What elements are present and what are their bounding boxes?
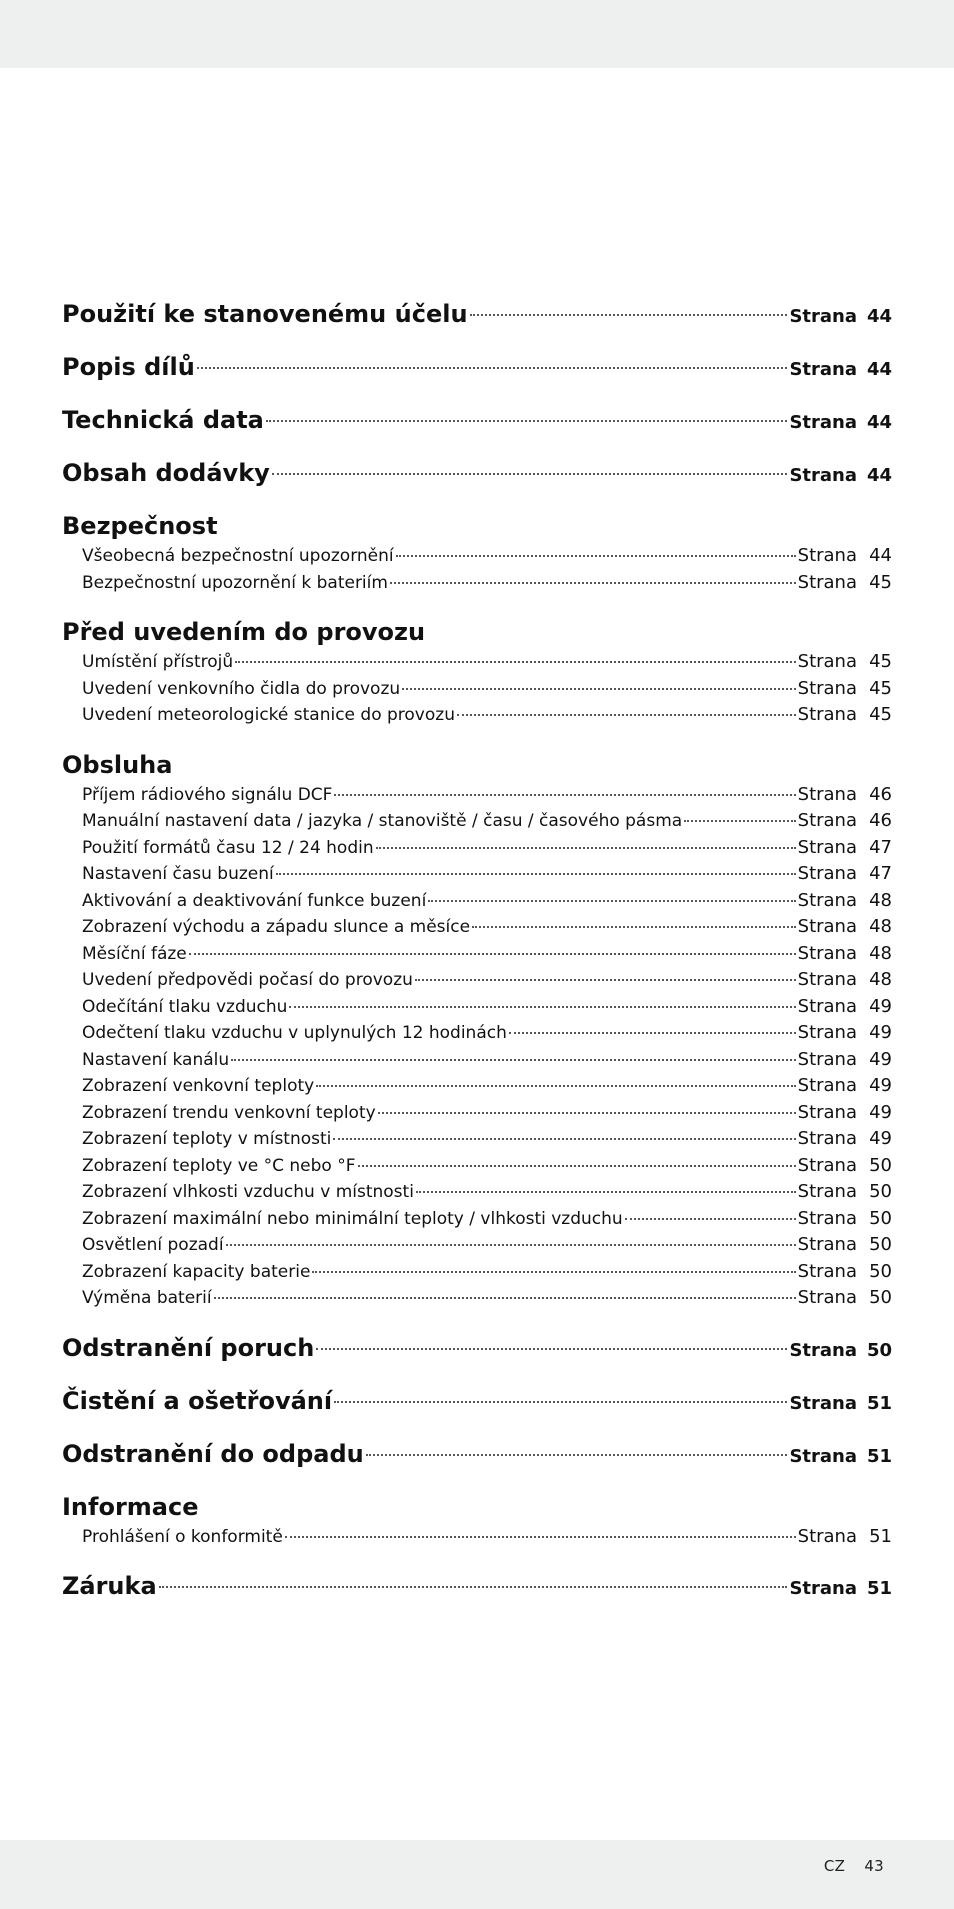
toc-sub-entry	[62, 863, 892, 890]
page-label: Strana	[797, 916, 857, 937]
toc-entry-title: Technická data	[62, 406, 264, 434]
toc-sub-entry	[62, 651, 892, 678]
spacer	[62, 1367, 892, 1387]
toc-entry-page	[798, 678, 892, 699]
spacer	[62, 731, 892, 751]
toc-entry-page	[798, 1022, 892, 1043]
toc-entry-page	[798, 1181, 892, 1202]
page-number: 45	[869, 677, 892, 699]
dot-leader	[415, 979, 796, 981]
page-number: 50	[869, 1260, 892, 1282]
dot-leader	[231, 1059, 795, 1061]
toc-entry-page	[789, 1340, 892, 1361]
dot-leader	[376, 847, 796, 849]
toc-entry-title: Uvedení venkovního čidla do provozu	[82, 678, 401, 699]
dot-leader	[197, 367, 788, 369]
page-label: Strana	[797, 1022, 857, 1043]
dot-leader	[266, 420, 788, 422]
page-label: Strana	[797, 810, 857, 831]
page-label: Strana	[797, 1075, 857, 1096]
page-number: 48	[869, 942, 892, 964]
toc-sub-entry	[62, 572, 892, 599]
page-number: 47	[869, 836, 892, 858]
toc-entry-page	[798, 1155, 892, 1176]
dot-leader	[312, 1271, 795, 1273]
dot-leader	[226, 1244, 796, 1246]
toc-sub-entry	[62, 996, 892, 1023]
toc-entry-title: Čistění a ošetřování	[62, 1386, 333, 1415]
page-label: Strana	[797, 995, 857, 1017]
dot-leader	[316, 1348, 787, 1350]
dot-leader	[684, 820, 795, 822]
toc-sub-entry	[62, 784, 892, 811]
toc-section-heading: Obsluha	[62, 750, 173, 779]
page-label: Strana	[797, 942, 857, 964]
toc-entry-page	[798, 1075, 892, 1096]
page-label: Strana	[797, 545, 857, 566]
toc-main-entry	[62, 1572, 892, 1605]
toc-entry-title: Osvětlení pozadí	[82, 1235, 224, 1255]
toc-entry-page	[789, 1393, 892, 1414]
toc-entry-title: Zobrazení teploty ve °C nebo °F	[82, 1155, 356, 1176]
toc-entry-page	[798, 837, 892, 858]
page-number: 51	[866, 1445, 892, 1467]
toc-sub-entry	[62, 704, 892, 731]
page-number: 44	[866, 306, 892, 327]
page-label: Strana	[789, 1578, 857, 1599]
dot-leader	[159, 1586, 788, 1588]
toc-main-entry	[62, 300, 892, 333]
dot-leader	[333, 1138, 795, 1140]
toc-entry-page	[789, 465, 892, 486]
page-label: Strana	[797, 571, 857, 593]
toc-section-heading: Informace	[62, 1492, 199, 1521]
toc-sub-entry	[62, 837, 892, 864]
page-number: 50	[869, 1287, 892, 1308]
dot-leader	[316, 1085, 795, 1087]
toc-sub-entry	[62, 810, 892, 837]
toc-entry-title: Popis dílů	[62, 353, 195, 381]
page-label: Strana	[797, 1525, 857, 1547]
page-number: 49	[869, 1022, 892, 1043]
toc-sub-entry	[62, 1049, 892, 1076]
toc-entry-title: Odstranění poruch	[62, 1333, 315, 1362]
page-number: 51	[866, 1392, 892, 1414]
page-number: 50	[869, 1154, 892, 1176]
toc-entry-page	[798, 1208, 892, 1229]
dot-leader	[390, 582, 796, 584]
dot-leader	[334, 1401, 787, 1403]
page-number: 50	[869, 1207, 892, 1229]
page-label: Strana	[797, 863, 857, 884]
toc-entry-title: Použití ke stanovenému účelu	[62, 300, 468, 328]
footer-page-number: 43	[864, 1857, 884, 1875]
footer-language: CZ	[823, 1857, 846, 1875]
toc-entry-title: Umístění přístrojů	[82, 652, 234, 672]
toc-sub-entry	[62, 1526, 892, 1553]
spacer	[62, 1473, 892, 1493]
page-number: 46	[869, 783, 892, 805]
page-number: 46	[869, 810, 892, 831]
toc-entry-page	[798, 1234, 892, 1255]
footer-band	[0, 1840, 954, 1909]
page-label: Strana	[797, 1234, 857, 1255]
toc-entry-title: Příjem rádiového signálu DCF	[82, 784, 333, 805]
toc-entry-title: Odstranění do odpadu	[62, 1439, 364, 1468]
toc-main-entry	[62, 1387, 892, 1420]
toc-entry-title: Bezpečnostní upozornění k bateriím	[82, 572, 388, 593]
dot-leader	[402, 688, 795, 690]
toc-sub-entry	[62, 1155, 892, 1182]
dot-leader	[378, 1112, 796, 1114]
toc-sub-entry	[62, 1022, 892, 1049]
page-number: 45	[869, 571, 892, 593]
toc-entry-page	[789, 306, 892, 327]
toc-entry-title: Zobrazení vlhkosti vzduchu v místnosti	[82, 1182, 414, 1202]
dot-leader	[189, 953, 796, 955]
toc-entry-title: Aktivování a deaktivování funkce buzení	[82, 890, 427, 911]
dot-leader	[214, 1297, 796, 1299]
toc-main-entry	[62, 406, 892, 439]
toc-entry-title: Měsíční fáze	[82, 943, 187, 964]
page-number: 49	[869, 1128, 892, 1149]
page-label: Strana	[789, 359, 857, 380]
toc-entry-title: Záruka	[62, 1572, 157, 1600]
page-label: Strana	[797, 889, 857, 911]
page-label: Strana	[797, 1154, 857, 1176]
toc-entry-page	[798, 1261, 892, 1282]
page-number: 44	[869, 545, 892, 566]
dot-leader	[472, 926, 796, 928]
toc-entry-page	[789, 1446, 892, 1467]
toc-entry-page	[798, 863, 892, 884]
page-number: 48	[869, 889, 892, 911]
page-number: 49	[869, 995, 892, 1017]
toc-entry-title: Výměna baterií	[82, 1288, 212, 1308]
toc-entry-title: Zobrazení teploty v místnosti	[82, 1129, 332, 1149]
toc-entry-page	[798, 1128, 892, 1149]
toc-entry-title: Manuální nastavení data / jazyka / stanoviště / času / časového pásma	[82, 811, 683, 831]
page-number: 45	[869, 704, 892, 725]
toc-sub-entry	[62, 943, 892, 970]
toc-section-heading: Před uvedením do provozu	[62, 618, 426, 646]
toc-entry-page	[789, 1578, 892, 1599]
toc-entry-title: Zobrazení venkovní teploty	[82, 1076, 315, 1096]
page-label: Strana	[797, 1101, 857, 1123]
table-of-contents	[62, 300, 892, 1625]
page-label: Strana	[797, 969, 857, 990]
page-label: Strana	[789, 465, 857, 486]
page-number: 51	[866, 1578, 892, 1599]
toc-entry-title: Použití formátů času 12 / 24 hodin	[82, 837, 374, 858]
page-number: 50	[866, 1339, 892, 1361]
top-band	[0, 0, 954, 68]
page-number: 49	[869, 1101, 892, 1123]
page-number: 49	[869, 1075, 892, 1096]
page-label: Strana	[797, 836, 857, 858]
page-number: 44	[866, 465, 892, 486]
dot-leader	[235, 661, 795, 663]
toc-entry-title: Nastavení kanálu	[82, 1049, 230, 1070]
toc-entry-page	[798, 1049, 892, 1070]
toc-entry-page	[798, 916, 892, 937]
toc-entry-page	[798, 651, 892, 672]
page-label: Strana	[797, 677, 857, 699]
toc-sub-entry	[62, 1261, 892, 1288]
toc-entry-page	[798, 704, 892, 725]
dot-leader	[625, 1218, 796, 1220]
toc-sub-entry	[62, 969, 892, 996]
spacer	[62, 439, 892, 459]
toc-main-entry	[62, 353, 892, 386]
page-number: 51	[869, 1525, 892, 1547]
page-label: Strana	[797, 1260, 857, 1282]
spacer	[62, 1314, 892, 1334]
page-label: Strana	[797, 1181, 857, 1202]
dot-leader	[358, 1165, 796, 1167]
toc-entry-title: Uvedení předpovědi počasí do provozu	[82, 970, 413, 990]
toc-sub-entry	[62, 1181, 892, 1208]
page-label: Strana	[797, 704, 857, 725]
toc-entry-title: Nastavení času buzení	[82, 864, 274, 884]
toc-sub-entry	[62, 1234, 892, 1261]
dot-leader	[457, 714, 796, 716]
page-label: Strana	[789, 1445, 857, 1467]
spacer	[62, 386, 892, 406]
toc-main-entry	[62, 459, 892, 492]
toc-entry-title: Odečítání tlaku vzduchu	[82, 996, 288, 1017]
page-number: 44	[866, 412, 892, 433]
toc-entry-title: Zobrazení maximální nebo minimální teploty / vlhkosti vzduchu	[82, 1208, 623, 1229]
dot-leader	[470, 314, 788, 316]
page-label: Strana	[789, 306, 857, 327]
toc-main-entry	[62, 1440, 892, 1473]
toc-section	[62, 1493, 892, 1553]
page-number: 44	[866, 359, 892, 380]
toc-entry-page	[798, 810, 892, 831]
spacer	[62, 492, 892, 512]
toc-entry-title: Zobrazení východu a západu slunce a měsíce	[82, 917, 471, 937]
page-label: Strana	[797, 1048, 857, 1070]
page-label: Strana	[797, 1128, 857, 1149]
toc-entry-page	[798, 943, 892, 964]
dot-leader	[366, 1454, 788, 1456]
toc-entry-page	[798, 890, 892, 911]
toc-entry-page	[798, 784, 892, 805]
spacer	[62, 598, 892, 618]
toc-sub-entry	[62, 545, 892, 572]
toc-sub-entry	[62, 916, 892, 943]
spacer	[62, 1420, 892, 1440]
toc-entry-title: Zobrazení kapacity baterie	[82, 1261, 311, 1282]
toc-section-heading: Bezpečnost	[62, 512, 218, 540]
toc-sub-entry	[62, 678, 892, 705]
toc-entry-title: Zobrazení trendu venkovní teploty	[82, 1102, 376, 1123]
page-number: 48	[869, 916, 892, 937]
toc-entry-page	[798, 1526, 892, 1547]
toc-entry-page	[798, 996, 892, 1017]
dot-leader	[334, 794, 795, 796]
toc-entry-page	[798, 1287, 892, 1308]
toc-main-entry	[62, 1334, 892, 1367]
toc-sub-entry	[62, 1208, 892, 1235]
toc-entry-page	[789, 412, 892, 433]
toc-section	[62, 618, 892, 731]
page-number: 48	[869, 969, 892, 990]
page-number: 47	[869, 863, 892, 884]
toc-entry-title: Všeobecná bezpečnostní upozornění	[82, 546, 394, 566]
spacer	[62, 333, 892, 353]
page-label: Strana	[789, 1339, 857, 1361]
spacer	[62, 1552, 892, 1572]
page-label: Strana	[797, 651, 857, 672]
page-footer	[824, 1857, 884, 1875]
toc-entry-page	[798, 969, 892, 990]
page-label: Strana	[797, 1207, 857, 1229]
toc-entry-page	[798, 545, 892, 566]
toc-entry-page	[798, 1102, 892, 1123]
dot-leader	[428, 900, 795, 902]
toc-entry-title: Prohlášení o konformitě	[82, 1526, 283, 1547]
toc-entry-title: Odečtení tlaku vzduchu v uplynulých 12 hodinách	[82, 1023, 507, 1043]
page-number: 45	[869, 651, 892, 672]
toc-section	[62, 751, 892, 1314]
page-label: Strana	[797, 783, 857, 805]
toc-entry-title: Uvedení meteorologické stanice do provozu	[82, 705, 455, 725]
dot-leader	[509, 1032, 796, 1034]
page-label: Strana	[789, 412, 857, 433]
dot-leader	[289, 1006, 795, 1008]
toc-entry-title: Obsah dodávky	[62, 459, 270, 487]
toc-section	[62, 512, 892, 598]
page-number: 50	[869, 1234, 892, 1255]
toc-entry-page	[798, 572, 892, 593]
page-number: 50	[869, 1181, 892, 1202]
toc-entry-page	[789, 359, 892, 380]
spacer	[62, 1605, 892, 1625]
toc-sub-entry	[62, 1128, 892, 1155]
toc-sub-entry	[62, 1287, 892, 1314]
page-number: 49	[869, 1048, 892, 1070]
dot-leader	[276, 873, 796, 875]
page-label: Strana	[789, 1392, 857, 1414]
dot-leader	[416, 1191, 796, 1193]
dot-leader	[272, 473, 788, 475]
toc-sub-entry	[62, 1075, 892, 1102]
dot-leader	[285, 1536, 796, 1538]
page-label: Strana	[797, 1287, 857, 1308]
dot-leader	[396, 555, 796, 557]
toc-sub-entry	[62, 1102, 892, 1129]
toc-sub-entry	[62, 890, 892, 917]
